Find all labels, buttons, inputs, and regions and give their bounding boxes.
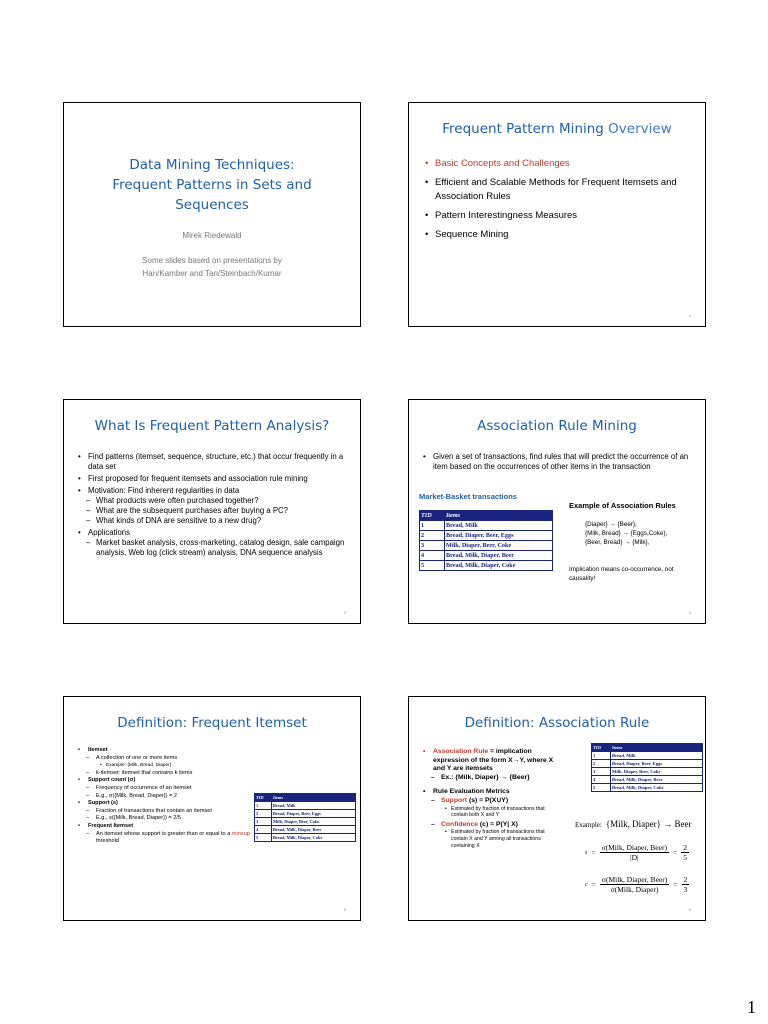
list-item: • Itemset xyxy=(78,747,266,755)
table-row: 3 Milk, Diaper, Beer, Coke xyxy=(420,541,553,551)
slide-author: Mirek Riedewald xyxy=(182,231,242,240)
implication-note: Implication means co-occurrence, not causality! xyxy=(569,566,674,582)
slide-what-is-fpa xyxy=(63,399,361,624)
slide-association-rule xyxy=(408,696,706,921)
minsup-term: minsup xyxy=(231,830,250,837)
slide-number: 5 xyxy=(343,907,346,912)
slide-heading: Definition: Association Rule xyxy=(464,715,650,731)
slide-note-line1: Some slides based on presentations by xyxy=(142,256,282,265)
list-subitem: – A collection of one or more items xyxy=(78,755,266,763)
table-row: 3 Milk, Diaper, Beer, Coke xyxy=(592,768,703,776)
table-row: 2 Bread, Diaper, Beer, Eggs xyxy=(420,531,553,541)
table-row: 1 Bread, Milk xyxy=(592,752,703,760)
col-items: Items xyxy=(611,744,703,752)
list-subitem: – An itemset whose support is greater than or equal to a minsup threshold xyxy=(78,831,266,846)
col-tid: TID xyxy=(420,511,445,521)
rule-list xyxy=(585,520,667,547)
ar-list xyxy=(423,748,555,849)
rule: {Beer, Bread} → {Milk}, xyxy=(585,539,650,546)
list-item: • Basic Concepts and Challenges xyxy=(425,157,691,171)
table-label: Market-Basket transactions xyxy=(419,492,517,501)
list-item: • Support count (σ) xyxy=(78,777,266,785)
list-subitem: – E.g., σ({Milk, Bread, Diaper}) = 2 xyxy=(78,793,266,801)
slide-heading: Association Rule Mining xyxy=(477,418,637,434)
transactions-table xyxy=(591,743,703,792)
list-item: • Sequence Mining xyxy=(425,228,691,242)
list-subitem: – What products were often purchased together? xyxy=(78,496,346,506)
arm-list xyxy=(423,452,691,472)
rule: {Diaper} → {Beer}, xyxy=(585,521,637,528)
list-subitem: – Fraction of transactions that contain an itemset xyxy=(78,808,266,816)
col-items: Items xyxy=(445,511,553,521)
list-subitem: – Support (s) = P(X∪Y) xyxy=(423,797,555,806)
example-rule: Example: {Milk, Diaper} → Beer xyxy=(575,819,692,829)
slide-note-line2: Han/Kamber and Tan/Steinbach/Kumar xyxy=(142,269,282,278)
support-formula: s = σ(Milk, Diaper, Beer) |D| = $\frac{2}{5}$ xyxy=(585,843,687,862)
col-tid: TID xyxy=(592,744,611,752)
list-subitem: – Frequency of occurrence of an itemset xyxy=(78,785,266,793)
list-item: • Support (s) xyxy=(78,800,266,808)
slide-heading: What Is Frequent Pattern Analysis? xyxy=(94,418,330,434)
slide-frequent-itemset xyxy=(63,696,361,921)
list-item: • First proposed for frequent itemsets and association rule mining xyxy=(78,474,346,484)
list-item: • Applications xyxy=(78,528,346,538)
confidence-formula: c = σ(Milk, Diaper, Beer) σ(Milk, Diaper) = $\frac{2}{3}$ xyxy=(585,875,688,894)
list-subitem: – E.g., s({Milk, Bread, Diaper}) = 2/5 xyxy=(78,815,266,823)
page-number: 1 xyxy=(747,997,756,1017)
table-row: 1 Bread, Milk xyxy=(420,521,553,531)
table-row: 5 Bread, Milk, Diaper, Coke xyxy=(420,561,553,571)
slide-number: 3 xyxy=(343,610,346,615)
slide-overview xyxy=(408,102,706,327)
list-item: • Motivation: Find inherent regularities in data xyxy=(78,486,346,496)
table-row: 4 Bread, Milk, Diaper, Beer xyxy=(592,776,703,784)
list-item: • Association Rule = implication expression of the form X→Y, where X and Y are itemsets xyxy=(423,748,555,774)
overview-list xyxy=(425,157,691,242)
table-row: 4 Bread, Milk, Diaper, Beer xyxy=(420,551,553,561)
list-subitem: – Ex.: {Milk, Diaper} → {Beer} xyxy=(423,774,555,783)
list-item: • Rule Evaluation Metrics xyxy=(423,788,555,797)
slide-number: 4 xyxy=(688,610,691,615)
slide-heading xyxy=(409,121,705,137)
list-subitem: • Estimated by fraction of transactions that contain both X and Y xyxy=(423,806,555,819)
list-item: • Pattern Interestingness Measures xyxy=(425,209,691,223)
fi-list xyxy=(78,747,266,846)
list-item: • Frequent Itemset xyxy=(78,823,266,831)
col-items: Items xyxy=(272,794,356,802)
transactions-table xyxy=(419,510,553,571)
slide-title xyxy=(63,102,361,327)
slide-association-rule-mining xyxy=(408,399,706,624)
list-subitem: • Example: {Milk, Bread, Diaper} xyxy=(78,762,266,770)
list-subitem: – What are the subsequent purchases after buying a PC? xyxy=(78,506,346,516)
list-subitem: – What kinds of DNA are sensitive to a new drug? xyxy=(78,516,346,526)
transactions-table xyxy=(254,793,356,842)
list-item: • Given a set of transactions, find rules that will predict the occurrence of an item based on the occurrences of other items in the transaction xyxy=(423,452,691,472)
slide-heading: Definition: Frequent Itemset xyxy=(117,715,307,731)
fpa-list xyxy=(78,452,346,558)
table-row: 1 Bread, Milk xyxy=(255,802,356,810)
table-row: 2 Bread, Diaper, Beer, Eggs xyxy=(255,810,356,818)
col-tid: TID xyxy=(255,794,272,802)
list-subitem: • Estimated by fraction of transactions that contain X and Y among all transactions containing X xyxy=(423,829,555,849)
table-row: 2 Bread, Diaper, Beer, Eggs xyxy=(592,760,703,768)
slide-title-heading: Data Mining Techniques: Frequent Patterns in Sets and Sequences xyxy=(112,157,312,213)
list-subitem: – Confidence (c) = P(Y| X) xyxy=(423,821,555,830)
list-item: • Find patterns (itemset, sequence, structure, etc.) that occur frequently in a data set xyxy=(78,452,346,472)
table-row: 4 Bread, Milk, Diaper, Beer xyxy=(255,826,356,834)
table-row: 5 Bread, Milk, Diaper, Coke xyxy=(255,834,356,842)
table-row: 3 Milk, Diaper, Beer, Coke xyxy=(255,818,356,826)
slide-number: 2 xyxy=(688,313,691,318)
list-subitem: – k-itemset: itemset that contains k items xyxy=(78,770,266,778)
slide-number: 6 xyxy=(688,907,691,912)
heading-tail: Overview xyxy=(608,121,672,137)
table-row: 5 Bread, Milk, Diaper, Coke xyxy=(592,784,703,792)
list-item: • Efficient and Scalable Methods for Frequent Itemsets and Association Rules xyxy=(425,176,691,204)
rule: {Milk, Bread} → {Eggs,Coke}, xyxy=(585,530,668,537)
example-heading: Example of Association Rules xyxy=(569,501,676,510)
heading-main: Frequent Pattern Mining xyxy=(442,121,609,137)
list-subitem: – Market basket analysis, cross-marketing, catalog design, sale campaign analysis, Web log (click stream) analysis, DNA sequence analysis xyxy=(78,538,346,558)
